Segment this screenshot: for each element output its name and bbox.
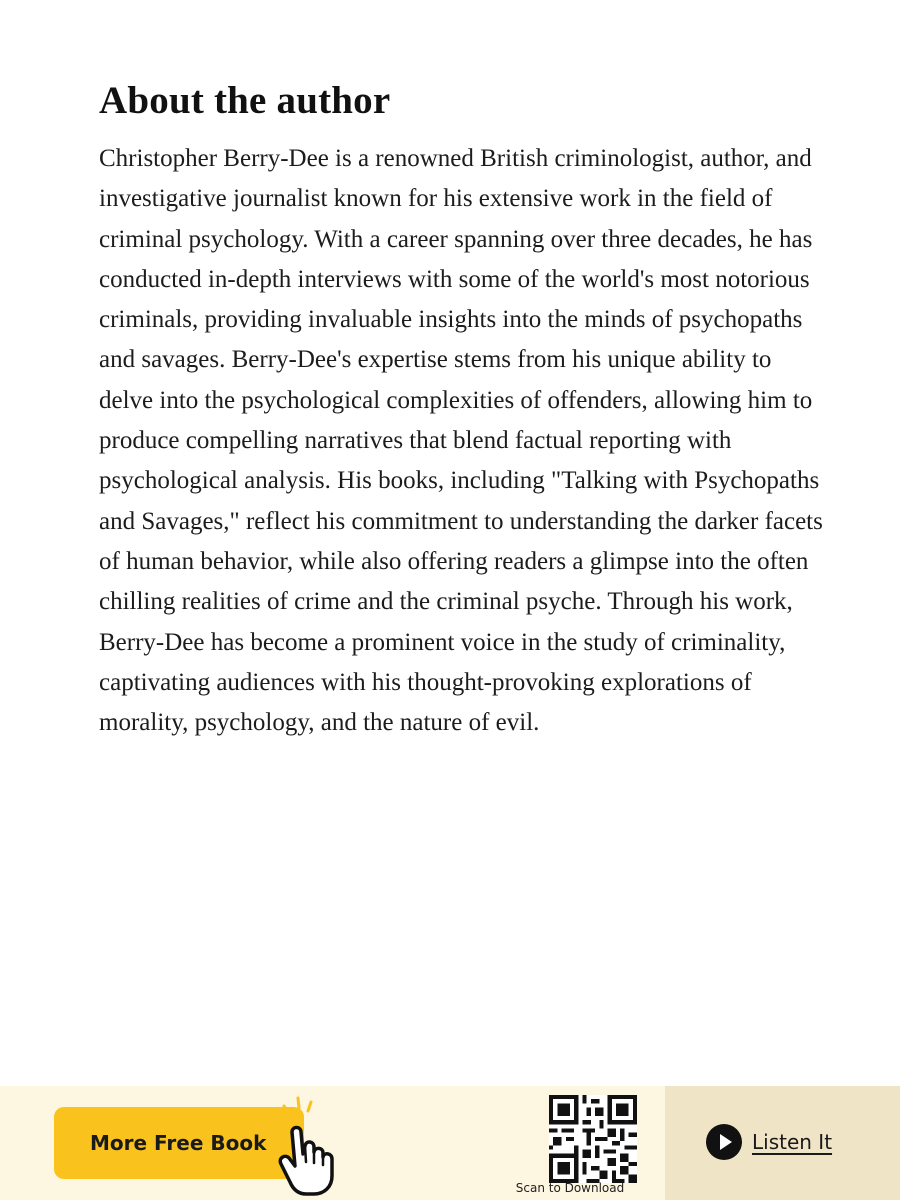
author-section [99, 78, 829, 743]
scan-to-download-label: Scan to Download [515, 1181, 625, 1195]
qr-code-icon[interactable] [549, 1095, 637, 1183]
page-title: About the author [99, 79, 391, 122]
footer-bar [0, 1086, 900, 1200]
more-free-book-label: More Free Book [90, 1131, 267, 1155]
author-bio: Christopher Berry-Dee is a renowned British criminologist, author, and investigative journalist known for his extensive work in the field of criminal psychology. With a career spanning over three decades, he has conducted in-depth interviews with some of the world's most notorious criminals, providing invaluable insights into the minds of psychopaths and savages. Berry-Dee's expertise stems from his unique ability to delve into the psychological complexities of offenders, allowing him to produce compelling narratives that blend factual reporting with psychological analysis. His books, including "Talking with Psychopaths and Savages," reflect his commitment to understanding the darker facets of human behavior, while also offering readers a glimpse into the often chilling realities of crime and the criminal psyche. Through his work, Berry-Dee has become a prominent voice in the study of criminality, captivating audiences with his thought-provoking explorations of morality, psychology, and the nature of evil. [99, 145, 823, 737]
pointing-hand-icon [262, 1094, 352, 1198]
listen-it-label: Listen It [752, 1130, 833, 1154]
listen-it-button[interactable] [706, 1124, 832, 1160]
play-icon [706, 1124, 742, 1160]
